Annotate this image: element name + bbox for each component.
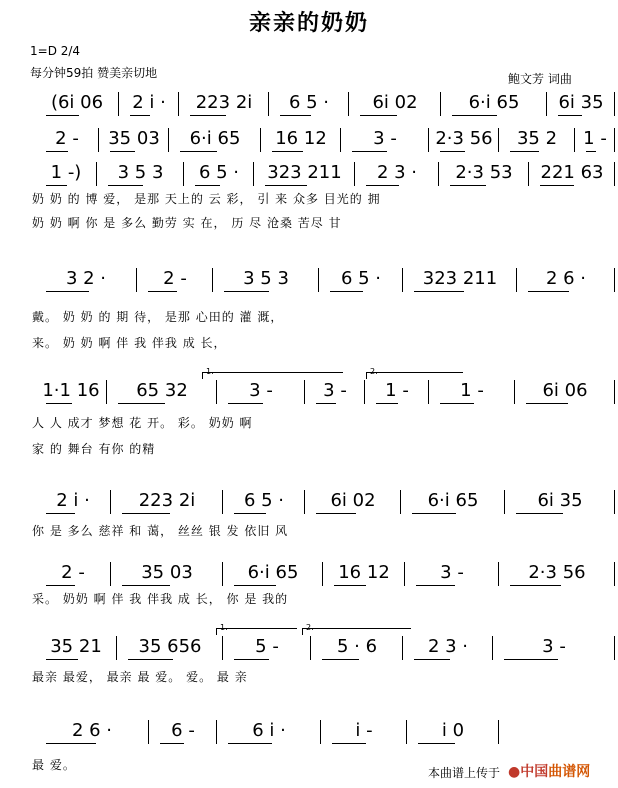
measure-notes: 6i 02	[330, 490, 376, 511]
bar-line	[404, 562, 405, 586]
beam-underline	[46, 151, 68, 152]
beam-underline	[118, 403, 165, 404]
score-line	[28, 92, 604, 132]
bar-line	[516, 268, 517, 292]
beam-underline	[190, 115, 226, 116]
bar-line	[614, 128, 615, 152]
beam-underline	[46, 185, 67, 186]
measure-notes: 3 5 3	[117, 162, 164, 183]
beam-underline	[46, 585, 75, 586]
measure-notes: 6i 02	[372, 92, 418, 113]
tempo-marking: 每分钟59拍 赞美亲切地	[30, 66, 158, 80]
bar-line	[498, 720, 499, 744]
beam-underline	[316, 403, 336, 404]
bar-line	[498, 562, 499, 586]
author-credit: 鲍文芳 词曲	[508, 72, 572, 86]
beam-underline	[228, 743, 272, 744]
beam-underline	[366, 185, 399, 186]
beam-underline	[412, 513, 456, 514]
measure-notes: 2 i ·	[132, 92, 166, 113]
score-line	[28, 162, 604, 230]
measure-notes: 16 12	[275, 128, 327, 149]
beam-underline	[108, 185, 143, 186]
beam-underline	[234, 659, 269, 660]
bar-line	[216, 380, 217, 404]
beam-underline	[440, 151, 465, 152]
site-logo	[508, 761, 590, 781]
bar-line	[340, 128, 341, 152]
bar-line	[118, 92, 119, 116]
lyric-line-1: 戴。 奶 奶 的 期 待， 是那 心田的 灌 溉，	[32, 310, 284, 324]
bar-line	[438, 162, 439, 186]
measure-notes: 3 -	[249, 380, 273, 401]
beam-underline	[272, 151, 303, 152]
beam-underline	[586, 151, 596, 152]
bar-line	[253, 162, 254, 186]
beam-underline	[130, 115, 150, 116]
measure-notes: 3 -	[323, 380, 347, 401]
bar-line	[528, 162, 529, 186]
measure-notes: 1 -)	[50, 162, 82, 183]
bar-line	[98, 128, 99, 152]
bar-line	[406, 720, 407, 744]
bar-line	[212, 268, 213, 292]
beam-underline	[180, 151, 217, 152]
beam-underline	[46, 291, 89, 292]
bar-line	[614, 268, 615, 292]
measure-notes: 223 2i	[138, 490, 196, 511]
bar-line	[514, 380, 515, 404]
measure-notes: i 0	[441, 720, 465, 741]
bar-line	[168, 128, 169, 152]
measure-notes: 3 -	[440, 562, 464, 583]
volta-number: 1.	[206, 367, 214, 376]
lyric-line-1: 采。 奶奶 啊 伴 我 伴我 成 长， 你 是 我的	[32, 592, 289, 606]
measure-notes: 2 -	[55, 128, 79, 149]
lyric-line-1: 人 人 成才 梦想 花 开。 彩。 奶奶 啊	[32, 416, 253, 430]
bar-line	[546, 92, 547, 116]
beam-underline	[228, 403, 263, 404]
bar-line	[183, 162, 184, 186]
bar-line	[110, 490, 111, 514]
measure-notes: 323 211	[422, 268, 498, 289]
lyric-line-1: 你 是 多么 慈祥 和 蔼， 丝丝 银 发 依旧 风	[32, 524, 289, 538]
bar-line	[504, 490, 505, 514]
measure-notes: 35 03	[141, 562, 193, 583]
beam-underline	[440, 403, 474, 404]
bar-line	[440, 92, 441, 116]
bar-line	[354, 162, 355, 186]
measure-notes: 2 -	[61, 562, 85, 583]
bar-line	[310, 636, 311, 660]
beam-underline	[316, 513, 356, 514]
beam-underline	[280, 115, 311, 116]
beam-underline	[46, 115, 79, 116]
bar-line	[222, 562, 223, 586]
beam-underline	[414, 291, 464, 292]
site-name-a: 中国	[520, 764, 549, 780]
lyric-line-1: 奶 奶 的 博 爱， 是那 天上的 云 彩， 引 来 众多 目光的 拥	[32, 192, 381, 206]
measure-notes: 1·1 16	[42, 380, 100, 401]
lyric-line-1: 最 爱。	[32, 758, 76, 772]
beam-underline	[46, 403, 72, 404]
measure-notes: 2 3 ·	[427, 636, 469, 657]
beam-underline	[128, 659, 173, 660]
volta-bracket	[216, 623, 297, 635]
bar-line	[148, 720, 149, 744]
volta-bracket	[366, 367, 463, 379]
measure-notes: 3 -	[542, 636, 566, 657]
bar-line	[260, 128, 261, 152]
score-line	[28, 380, 598, 456]
beam-underline	[528, 291, 569, 292]
site-name-b: 曲谱网	[548, 764, 591, 780]
beam-underline	[376, 403, 398, 404]
bar-line	[96, 162, 97, 186]
upload-note: 本曲谱上传于	[428, 766, 501, 780]
measure-notes: 2·3 56	[435, 128, 493, 149]
beam-underline	[334, 585, 366, 586]
beam-underline	[322, 659, 359, 660]
beam-underline	[352, 151, 387, 152]
bar-line	[614, 490, 615, 514]
bar-line	[110, 562, 111, 586]
beam-underline	[540, 185, 574, 186]
measure-notes: 6 5 ·	[198, 162, 240, 183]
volta-bracket	[202, 367, 343, 379]
logo-mark-icon: ●	[508, 764, 521, 780]
beam-underline	[516, 513, 563, 514]
volta-bracket	[302, 623, 411, 635]
measure-notes: 2 3 ·	[376, 162, 418, 183]
measure-notes: 6·i 65	[247, 562, 299, 583]
measure-notes: 35 03	[108, 128, 160, 149]
measure-notes: 2 -	[163, 268, 187, 289]
beam-underline	[510, 151, 539, 152]
measure-notes: 2·3 56	[528, 562, 586, 583]
bar-line	[614, 92, 615, 116]
measure-notes: 3 -	[373, 128, 397, 149]
bar-line	[318, 268, 319, 292]
measure-notes: 1 -	[460, 380, 484, 401]
measure-notes: 6 -	[171, 720, 195, 741]
measure-notes: 6i 06	[542, 380, 588, 401]
beam-underline	[234, 585, 276, 586]
measure-notes: i -	[355, 720, 373, 741]
score-line	[28, 490, 598, 538]
beam-underline	[160, 743, 184, 744]
measure-notes: 5 · 6	[336, 636, 378, 657]
bar-line	[428, 128, 429, 152]
measure-notes: 323 211	[267, 162, 342, 183]
beam-underline	[332, 743, 366, 744]
measure-notes: 1 -	[583, 128, 607, 149]
song-title: 亲亲的奶奶	[248, 11, 369, 36]
lyric-line-1: 最亲 最爱， 最亲 最 爱。 爱。 最 亲	[32, 670, 248, 684]
volta-number: 2.	[306, 623, 314, 632]
measure-notes: 1 -	[385, 380, 409, 401]
bar-line	[400, 490, 401, 514]
beam-underline	[122, 513, 170, 514]
measure-notes: 6 i ·	[252, 720, 286, 741]
beam-underline	[510, 585, 561, 586]
bar-line	[304, 380, 305, 404]
beam-underline	[122, 585, 170, 586]
bar-line	[492, 636, 493, 660]
bar-line	[136, 268, 137, 292]
lyric-line-2: 家 的 舞台 有你 的精	[32, 442, 156, 456]
beam-underline	[414, 659, 450, 660]
measure-notes: 16 12	[338, 562, 390, 583]
beam-underline	[148, 291, 177, 292]
bar-line	[364, 380, 365, 404]
measure-notes: 2 6 ·	[71, 720, 113, 741]
beam-underline	[195, 185, 220, 186]
bar-line	[402, 636, 403, 660]
bar-line	[216, 720, 217, 744]
measure-notes: 221 63	[540, 162, 604, 183]
score-line	[28, 562, 598, 606]
volta-number: 2.	[370, 367, 378, 376]
beam-underline	[110, 151, 135, 152]
measure-notes: 65 32	[136, 380, 188, 401]
bar-line	[222, 636, 223, 660]
measure-notes: 35 2	[516, 128, 558, 149]
bar-line	[268, 92, 269, 116]
beam-underline	[418, 743, 455, 744]
lyric-line-2: 来。 奶 奶 啊 伴 我 伴我 成 长，	[32, 336, 227, 350]
beam-underline	[46, 513, 75, 514]
measure-notes: 6 5 ·	[243, 490, 285, 511]
bar-line	[402, 268, 403, 292]
bar-line	[106, 380, 107, 404]
beam-underline	[46, 743, 96, 744]
bar-line	[178, 92, 179, 116]
measure-notes: 35 21	[50, 636, 102, 657]
beam-underline	[452, 115, 497, 116]
measure-notes: 3 5 3	[243, 268, 289, 289]
beam-underline	[450, 185, 486, 186]
volta-number: 1.	[220, 623, 228, 632]
measure-notes: 6·i 65	[427, 490, 479, 511]
measure-notes: 223 2i	[195, 92, 253, 113]
beam-underline	[234, 513, 266, 514]
measure-notes: 6·i 65	[189, 128, 241, 149]
measure-notes: 6 5 ·	[288, 92, 330, 113]
bar-line	[428, 380, 429, 404]
beam-underline	[360, 115, 397, 116]
bar-line	[574, 128, 575, 152]
beam-underline	[504, 659, 558, 660]
bar-line	[116, 636, 117, 660]
measure-notes: 2 6 ·	[545, 268, 587, 289]
score-line	[28, 636, 598, 684]
measure-notes: 6i 35	[537, 490, 583, 511]
beam-underline	[416, 585, 455, 586]
bar-line	[614, 636, 615, 660]
measure-notes: 5 -	[255, 636, 279, 657]
beam-underline	[330, 291, 363, 292]
lyric-line-2: 奶 奶 啊 你 是 多么 勤劳 实 在， 历 尽 沧桑 苦尽 甘	[32, 216, 342, 230]
bar-line	[322, 562, 323, 586]
measure-notes: 6i 35	[558, 92, 604, 113]
bar-line	[498, 128, 499, 152]
bar-line	[304, 490, 305, 514]
measure-notes: 2 i ·	[56, 490, 90, 511]
bar-line	[614, 562, 615, 586]
bar-line	[614, 162, 615, 186]
measure-notes: 3 2 ·	[65, 268, 107, 289]
bar-line	[320, 720, 321, 744]
beam-underline	[265, 185, 307, 186]
measure-notes: (6i 06	[50, 92, 104, 113]
bar-line	[614, 380, 615, 404]
beam-underline	[224, 291, 269, 292]
beam-underline	[558, 115, 582, 116]
measure-notes: 2·3 53	[455, 162, 513, 183]
beam-underline	[46, 659, 78, 660]
measure-notes: 6 5 ·	[340, 268, 382, 289]
bar-line	[222, 490, 223, 514]
measure-notes: 35 656	[138, 636, 202, 657]
measure-notes: 6·i 65	[468, 92, 520, 113]
key-time-signature: 1=D 2/4	[30, 44, 81, 58]
bar-line	[348, 92, 349, 116]
score-line	[28, 268, 598, 350]
beam-underline	[526, 403, 568, 404]
